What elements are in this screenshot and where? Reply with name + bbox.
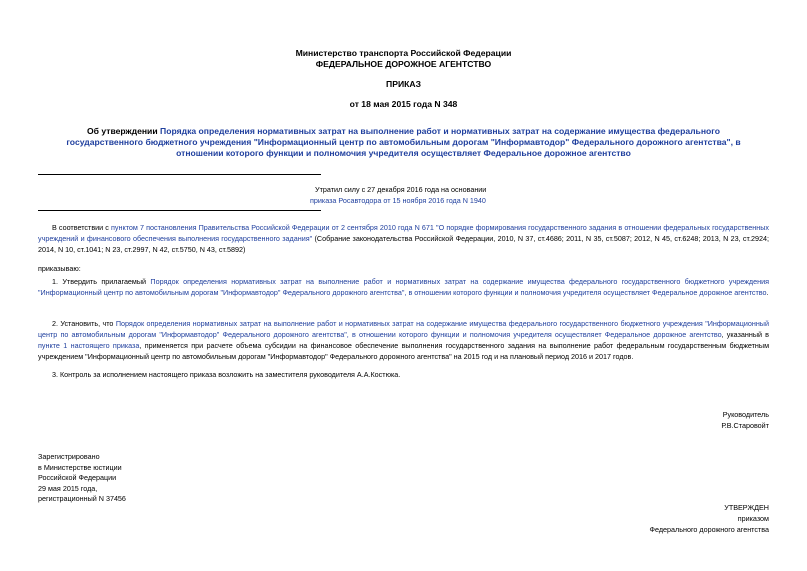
procedure-link-2[interactable]: Порядок определения нормативных затрат на выполнение работ и нормативных затрат на содержание имущества федерального государственного бюджетного учреждения "Информационный центр по автомобильным дорогам "Информавтодор" Федерального дорожного агентства", в отношении которого функции и полномочия учредителя осуществляет Федеральное дорожное агентство — [38, 319, 769, 339]
divider-bottom — [38, 210, 321, 211]
approved-line-3: Федерального дорожного агентства — [649, 525, 769, 534]
title-link-1[interactable]: Порядка определения нормативных затрат на выполнение работ и нормативных затрат на содержание имущества федерального — [160, 126, 720, 136]
title-line-2 — [0, 137, 807, 147]
registration-line-3: Российской Федерации — [38, 473, 117, 483]
signature-role: Руководитель — [722, 410, 769, 419]
item-3-paragraph: 3. Контроль за исполнением настоящего приказа возложить на заместителя руководителя А.А.Костюка. — [52, 370, 401, 379]
order-word: приказываю: — [38, 264, 81, 273]
repeal-order-link[interactable]: приказа Росавтодора от 15 ноября 2016 года N 1940 — [310, 196, 486, 205]
registration-line-5: регистрационный N 37456 — [38, 494, 126, 504]
title-line-1 — [0, 126, 807, 136]
registration-line-1: Зарегистрировано — [38, 452, 100, 461]
procedure-link-1[interactable]: Порядок определения нормативных затрат на выполнение работ и нормативных затрат на содержание имущества федерального государственного бюджетного учреждения "Информационный центр по автомобильным дорогам "Информавтодор" Федерального дорожного агентства", в отношении которого функции и полномочия учредителя осуществляет Федеральное дорожное агентство — [38, 277, 769, 297]
item-1-end: . — [766, 288, 769, 297]
title-link-3[interactable]: отношении которого функции и полномочия учредителя осуществляет Федеральное дорожное агентство — [176, 148, 631, 158]
title-link-2[interactable]: государственного бюджетного учреждения "Информационный центр по автомобильным дорогам "Информавтодор" Федерального дорожного агентства", в — [66, 137, 741, 147]
registration-line-4: 29 мая 2015 года, — [38, 483, 98, 493]
ministry-name: Министерство транспорта Российской Федерации — [295, 48, 512, 58]
agency-name: ФЕДЕРАЛЬНОЕ ДОРОЖНОЕ АГЕНТСТВО — [315, 59, 492, 69]
doc-type: ПРИКАЗ — [386, 79, 421, 89]
title-line-3 — [0, 148, 807, 158]
item-2-text-3: , применяется при расчете объема субсидии на финансовое обеспечение выполнения государственного задания на выполнение работ федеральным государственным бюджетным учреждением "Информационный центр по автомобильным дорогам "Информавтодор" Федерального дорожного агентства" на 2015 год и на плановый период 2016 и 2017 годов. — [38, 341, 770, 361]
preamble-text-1: В соответствии с — [52, 223, 109, 232]
signature-name: Р.В.Старовойт — [721, 421, 769, 430]
registration-block — [38, 452, 126, 505]
government-decree-link[interactable]: пунктом 7 постановления Правительства Российской Федерации от 2 сентября 2010 года N 671 "О порядке формирования государственного задания в отношении федеральных государственных учреждений и финансового обеспечения выполнения государственного задания" — [38, 223, 769, 243]
item-1-reference-link[interactable]: пункте 1 настоящего приказа — [38, 341, 140, 350]
preamble-paragraph — [38, 222, 769, 255]
item-2-text-1: 2. Установить, что — [52, 319, 114, 328]
item-2-text-2: , указанный в — [721, 330, 769, 339]
title-prefix: Об утверждении — [86, 126, 158, 136]
item-1-text: 1. Утвердить прилагаемый — [52, 277, 147, 286]
approved-line-1: УТВЕРЖДЕН — [724, 503, 769, 512]
preamble-text-2: (Собрание законодательства Российской Федерации, 2010, N 37, ст.4686; 2011, N 35, ст.5087; 2012, N 45, ст.6248; 2013, N 23, ст.2924; 2014, N 10, ст.1041; N 23, ст.2997, N 42, ст.5750, N 43, ст.5892) — [38, 234, 769, 254]
item-2-paragraph — [38, 318, 769, 362]
approved-line-2: приказом — [737, 514, 769, 523]
doc-date: от 18 мая 2015 года N 348 — [349, 99, 458, 109]
registration-line-2: в Министерстве юстиции — [38, 462, 122, 472]
divider-top — [38, 174, 321, 175]
status-line-1: Утратил силу с 27 декабря 2016 года на основании — [315, 185, 487, 194]
item-1-paragraph — [38, 276, 769, 298]
